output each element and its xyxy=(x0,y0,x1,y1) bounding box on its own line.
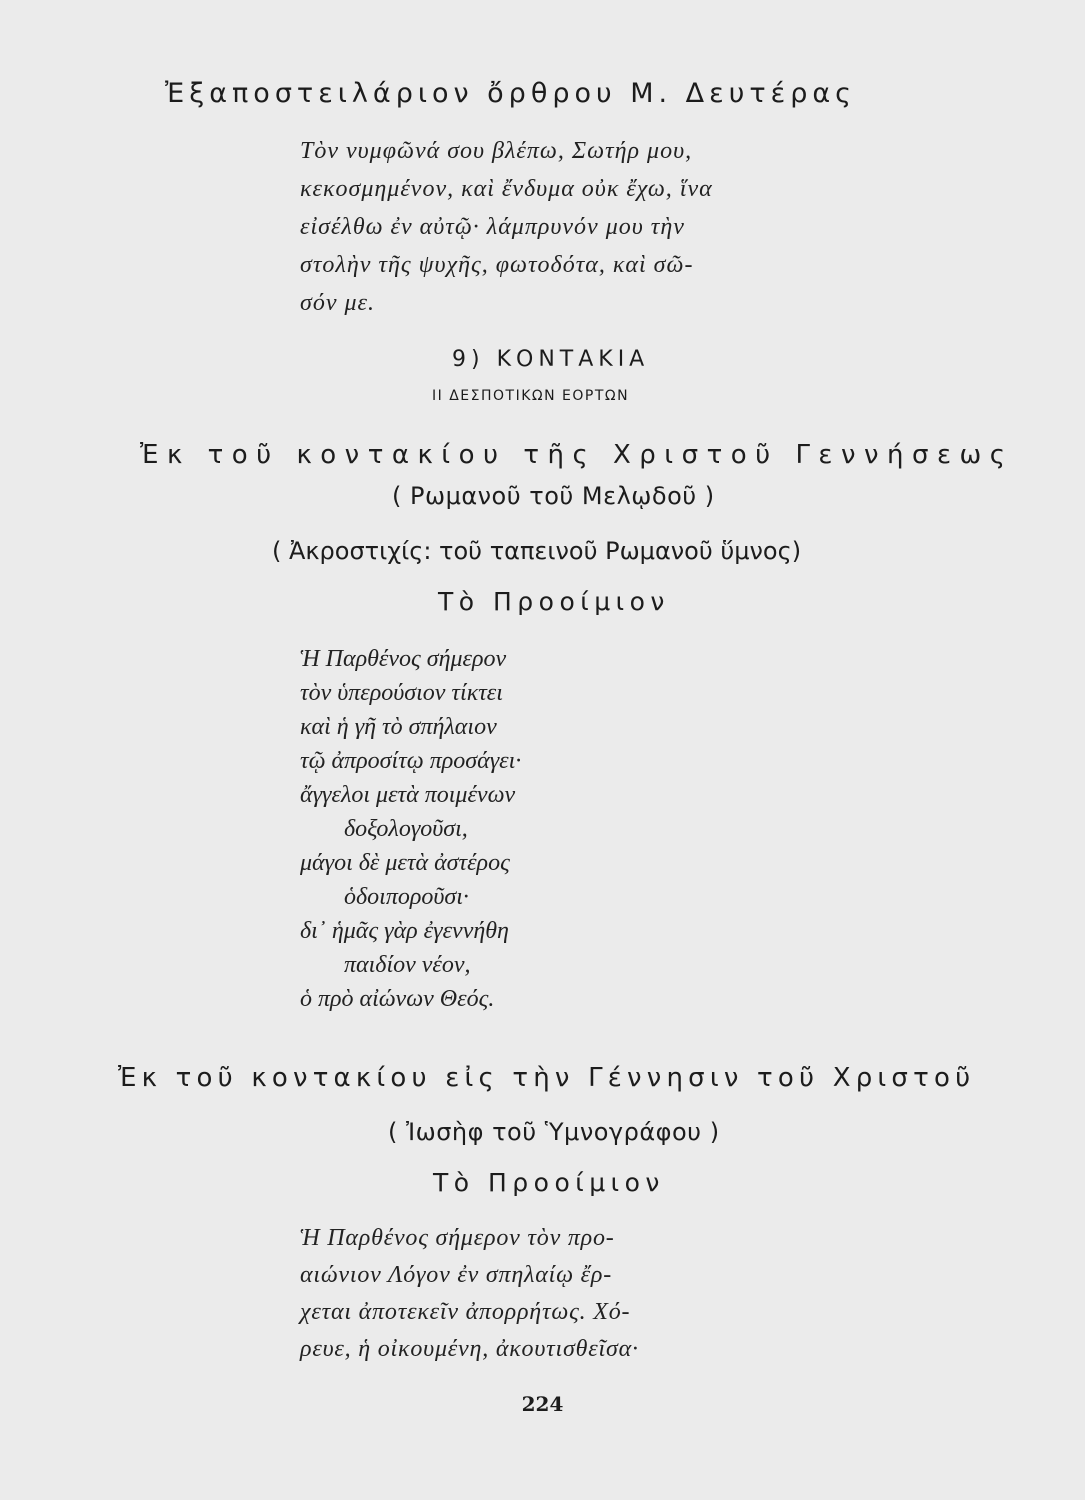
verse-line: χεται ἀποτεκεῖν ἀπορρήτως. Χό- xyxy=(300,1299,631,1325)
romanos-author-line: ( Ρωμανοῦ τοῦ Μελῳδοῦ ) xyxy=(392,482,715,510)
verse-line: στολὴν τῆς ψυχῆς, φωτοδότα, καὶ σῶ- xyxy=(300,252,694,278)
verse-line: τῷ ἀπροσίτῳ προσάγει· xyxy=(300,748,522,774)
kontakia-heading: 9) ΚΟΝΤΑΚΙΑ xyxy=(452,347,650,372)
joseph-author-line: ( Ἰωσὴφ τοῦ Ὑμνογράφου ) xyxy=(388,1118,720,1146)
verse-line: ὁ πρὸ αἰώνων Θεός. xyxy=(300,986,495,1012)
verse-line: αιώνιον Λόγον ἐν σπηλαίῳ ἔρ- xyxy=(300,1262,613,1288)
verse-line: Τὸν νυμφῶνά σου βλέπω, Σωτήρ μου, xyxy=(300,138,693,164)
verse-line: Ἡ Παρθένος σήμερον τὸν προ- xyxy=(300,1225,615,1251)
verse-line: ὁδοιποροῦσι· xyxy=(344,884,469,910)
acrostic-line: ( Ἀκροστιχίς: τοῦ ταπεινοῦ Ρωμανοῦ ὕμνος) xyxy=(272,537,802,565)
verse-line: παιδίον νέον, xyxy=(344,952,471,978)
verse-line: τὸν ὑπερούσιον τίκτει xyxy=(300,680,503,706)
verse-line: ρευε, ἡ οἰκουμένη, ἀκουτισθεῖσα· xyxy=(300,1336,639,1362)
verse-line: σόν με. xyxy=(300,290,375,316)
page-number: 224 xyxy=(521,1392,564,1416)
exaposteilarion-text xyxy=(300,132,713,322)
verse-line: κεκοσμημένον, καὶ ἔνδυμα οὐκ ἔχω, ἵνα xyxy=(300,176,713,202)
christmas-kontakion-title: Ἐκ τοῦ κοντακίου τῆς Χριστοῦ Γεννήσεως xyxy=(140,440,1014,470)
verse-line: δοξολογοῦσι, xyxy=(344,816,468,842)
prooimion-title: Τὸ Προοίμιον xyxy=(438,587,670,616)
nativity-kontakion-title: Ἐκ τοῦ κοντακίου εἰς τὴν Γέννησιν τοῦ Χριστοῦ xyxy=(118,1063,976,1093)
romanos-prooimion-text xyxy=(300,642,521,1016)
verse-line: δι᾿ ἡμᾶς γὰρ ἐγεννήθη xyxy=(300,918,509,944)
prooimion-title-2: Τὸ Προοίμιον xyxy=(433,1168,665,1197)
joseph-prooimion-text xyxy=(300,1220,639,1368)
exaposteilarion-title: Ἐξαποστειλάριον ὄρθρου Μ. Δευτέρας xyxy=(165,78,856,109)
verse-line: ἄγγελοι μετὰ ποιμένων xyxy=(300,782,516,808)
verse-line: εἰσέλθω ἐν αὐτῷ· λάμπρυνόν μου τὴν xyxy=(300,214,685,240)
verse-line: Ἡ Παρθένος σήμερον xyxy=(300,646,507,672)
verse-line: καὶ ἡ γῆ τὸ σπήλαιον xyxy=(300,714,497,740)
despotic-feasts-subheading: ΙΙ ΔΕΣΠΟΤΙΚΩΝ ΕΟΡΤΩΝ xyxy=(432,388,630,404)
verse-line: μάγοι δὲ μετὰ ἀστέρος xyxy=(300,850,510,876)
